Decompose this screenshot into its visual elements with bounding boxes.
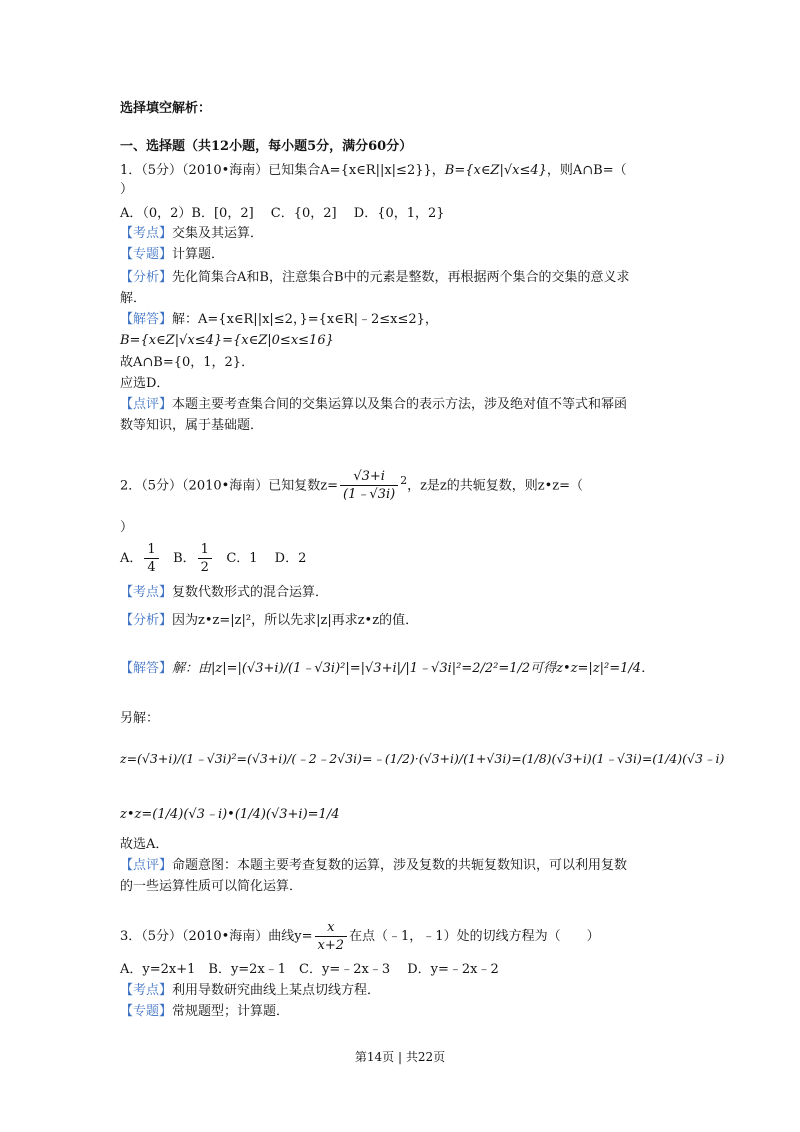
q3-options: A．y=2x+1 B．y=2x﹣1 C．y=﹣2x﹣3 D．y=﹣2x﹣2 <box>120 962 499 977</box>
q2-kaodian: 【考点】复数代数形式的混合运算． <box>120 585 329 600</box>
q1-zhuanti: 【专题】计算题． <box>120 247 225 262</box>
q1-jieda-4: 应选D． <box>120 376 170 391</box>
q1-stem-end: ） <box>120 182 134 197</box>
q1-dianping-2: 数等知识，属于基础题． <box>120 418 264 433</box>
q2-fraction: $\frac{√3+i}{(1﹣√3i)}$ <box>340 468 398 503</box>
q1-jieda-3: 故A∩B={0，1，2}． <box>120 355 255 370</box>
page-footer: 第14页 | 共22页 <box>354 1050 446 1064</box>
section-title: 一、选择题（共12小题，每小题5分，满分60分） <box>120 139 413 154</box>
q1-jieda: 【解答】解：A={x∈R||x|≤2，}={x∈R|﹣2≤x≤2}， <box>120 312 438 327</box>
q1-options: A．（0，2）B．[0，2] C．{0，2] D．{0，1，2} <box>120 206 445 221</box>
q1-jieda-2: B={x∈Z|√x≤4}={x∈Z|0≤x≤16} <box>120 333 334 348</box>
q3-zhuanti: 【专题】常规题型；计算题． <box>120 1004 290 1019</box>
q2-alt-2: z•z=(1/4)(√3﹣i)•(1/4)(√3+i)=1/4 <box>120 807 340 822</box>
q2-guxuan: 故选A． <box>120 837 169 852</box>
q3-fraction: $\frac{x}{x+2}$ <box>315 919 348 954</box>
q2-stem-end: ） <box>120 520 134 535</box>
q2-stem: 2．（5分）（2010•海南）已知复数z= $\frac{√3+i}{(1﹣√3i)}$ $^2$，z是z的共轭复数，则z•z=（ <box>120 469 584 503</box>
q1-fenxi-2: 解． <box>120 291 147 306</box>
q2-options: A． $\frac{1}{4}$ B． $\frac{1}{2}$ C．1 D．2 <box>120 542 307 575</box>
q2-jieda: 【解答】解：由|z|=|(√3+i)/(1﹣√3i)²|=|√3+i|/|1﹣√3i|²=2/2²=1/2可得z•z=|z|²=1/4． <box>120 661 655 676</box>
q1-stem: 1．（5分）（2010•海南）已知集合A={x∈R||x|≤2}}，B={x∈Z|√x≤4}，则A∩B=（ <box>120 163 627 178</box>
q2-fenxi: 【分析】因为z•z=|z|²，所以先求|z|再求z•z的值． <box>120 613 419 628</box>
q2-dianping: 【点评】命题意图：本题主要考查复数的运算，涉及复数的共轭复数知识，可以利用复数 <box>120 858 628 873</box>
q1-fenxi: 【分析】先化简集合A和B，注意集合B中的元素是整数，再根据两个集合的交集的意义求 <box>120 270 630 285</box>
q1-dianping: 【点评】本题主要考查集合间的交集运算以及集合的表示方法，涉及绝对值不等式和幂函 <box>120 397 628 412</box>
q2-lingjie: 另解： <box>120 711 160 726</box>
q2-alt-1: z=(√3+i)/(1﹣√3i)²=(√3+i)/(﹣2﹣2√3i)=﹣(1/2)·(√3+i)/(1+√3i)=(1/8)(√3+i)(1﹣√3i)=(1/4)(√3﹣i) <box>120 751 725 766</box>
heading: 选择填空解析： <box>120 101 212 116</box>
q3-stem: 3．（5分）（2010•海南）曲线y= $\frac{x}{x+2}$ 在点（﹣1，﹣1）处的切线方程为（ ） <box>120 920 600 953</box>
q3-kaodian: 【考点】利用导数研究曲线上某点切线方程． <box>120 983 381 998</box>
q1-kaodian: 【考点】交集及其运算． <box>120 226 264 241</box>
q2-dianping-2: 的一些运算性质可以简化运算． <box>120 879 303 894</box>
